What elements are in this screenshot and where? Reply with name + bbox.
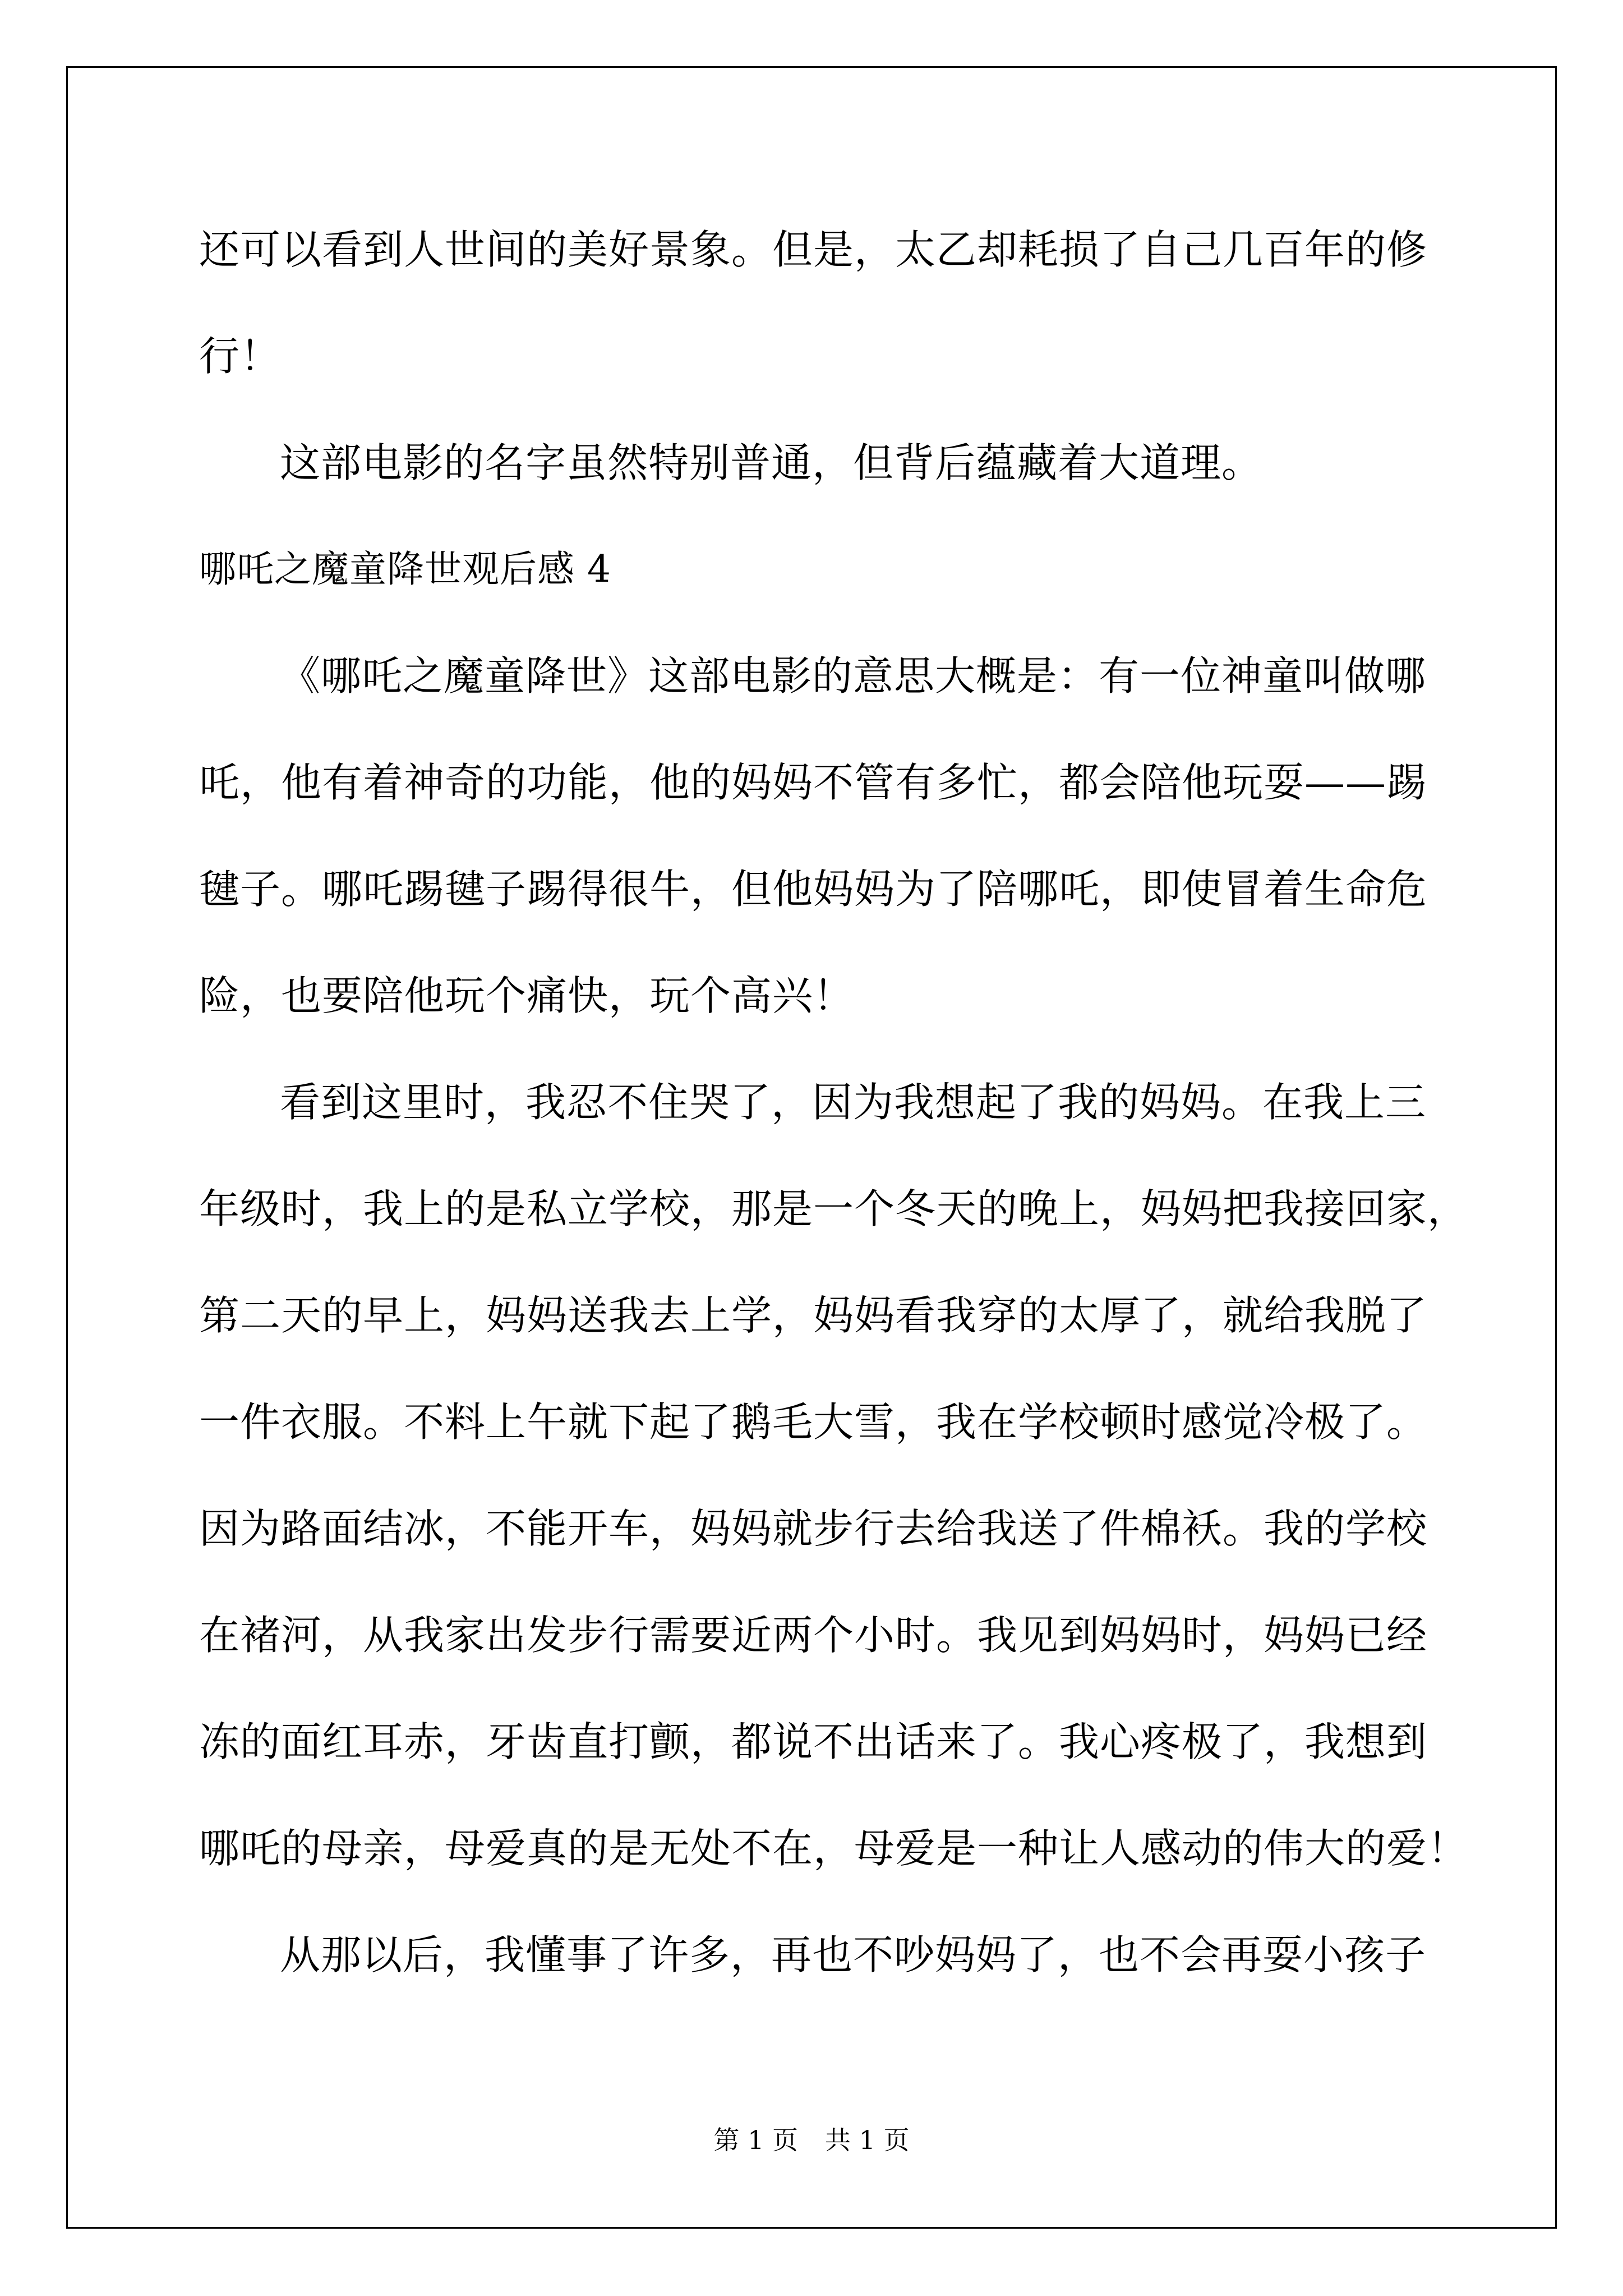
text-line: 一件衣服。不料上午就下起了鹅毛大雪，我在学校顿时感觉冷极了。	[199, 1398, 1428, 1446]
text-line: 第二天的早上，妈妈送我去上学，妈妈看我穿的太厚了，就给我脱了	[199, 1292, 1428, 1339]
text-line: 毽子。哪吒踢毽子踢得很牛，但他妈妈为了陪哪吒，即使冒着生命危	[199, 866, 1428, 913]
page-total: 共 1 页	[825, 2125, 910, 2155]
paragraph-line: 从那以后，我懂事了许多，再也不吵妈妈了，也不会再耍小孩子	[280, 1931, 1427, 1978]
section-title: 哪吒之魔童降世观后感 4	[199, 547, 611, 591]
text-line: 哪吒的母亲，母爱真的是无处不在，母爱是一种让人感动的伟大的爱！	[199, 1825, 1469, 1872]
paragraph-line: 看到这里时，我忍不住哭了，因为我想起了我的妈妈。在我上三	[280, 1079, 1427, 1126]
text-line: 年级时，我上的是私立学校，那是一个冬天的晚上，妈妈把我接回家，	[199, 1185, 1469, 1232]
page-number: 第 1 页	[713, 2125, 798, 2155]
paragraph-line: 《哪吒之魔童降世》这部电影的意思大概是：有一位神童叫做哪	[280, 652, 1427, 700]
document-body	[199, 219, 1469, 2031]
text-line: 冻的面红耳赤，牙齿直打颤，都说不出话来了。我心疼极了，我想到	[199, 1718, 1428, 1765]
text-line: 行！	[199, 333, 282, 380]
text-line: 还可以看到人世间的美好景象。但是，太乙却耗损了自己几百年的修	[199, 226, 1428, 273]
paragraph-line: 这部电影的名字虽然特别普通，但背后蕴藏着大道理。	[280, 439, 1263, 486]
text-line: 因为路面结冰，不能开车，妈妈就步行去给我送了件棉袄。我的学校	[199, 1505, 1428, 1552]
text-line: 吒，他有着神奇的功能，他的妈妈不管有多忙，都会陪他玩耍——踢	[199, 759, 1428, 806]
text-line: 在褚河，从我家出发步行需要近两个小时。我见到妈妈时，妈妈已经	[199, 1612, 1428, 1659]
page-footer	[0, 2123, 1623, 2157]
text-line: 险，也要陪他玩个痛快，玩个高兴！	[199, 972, 855, 1019]
